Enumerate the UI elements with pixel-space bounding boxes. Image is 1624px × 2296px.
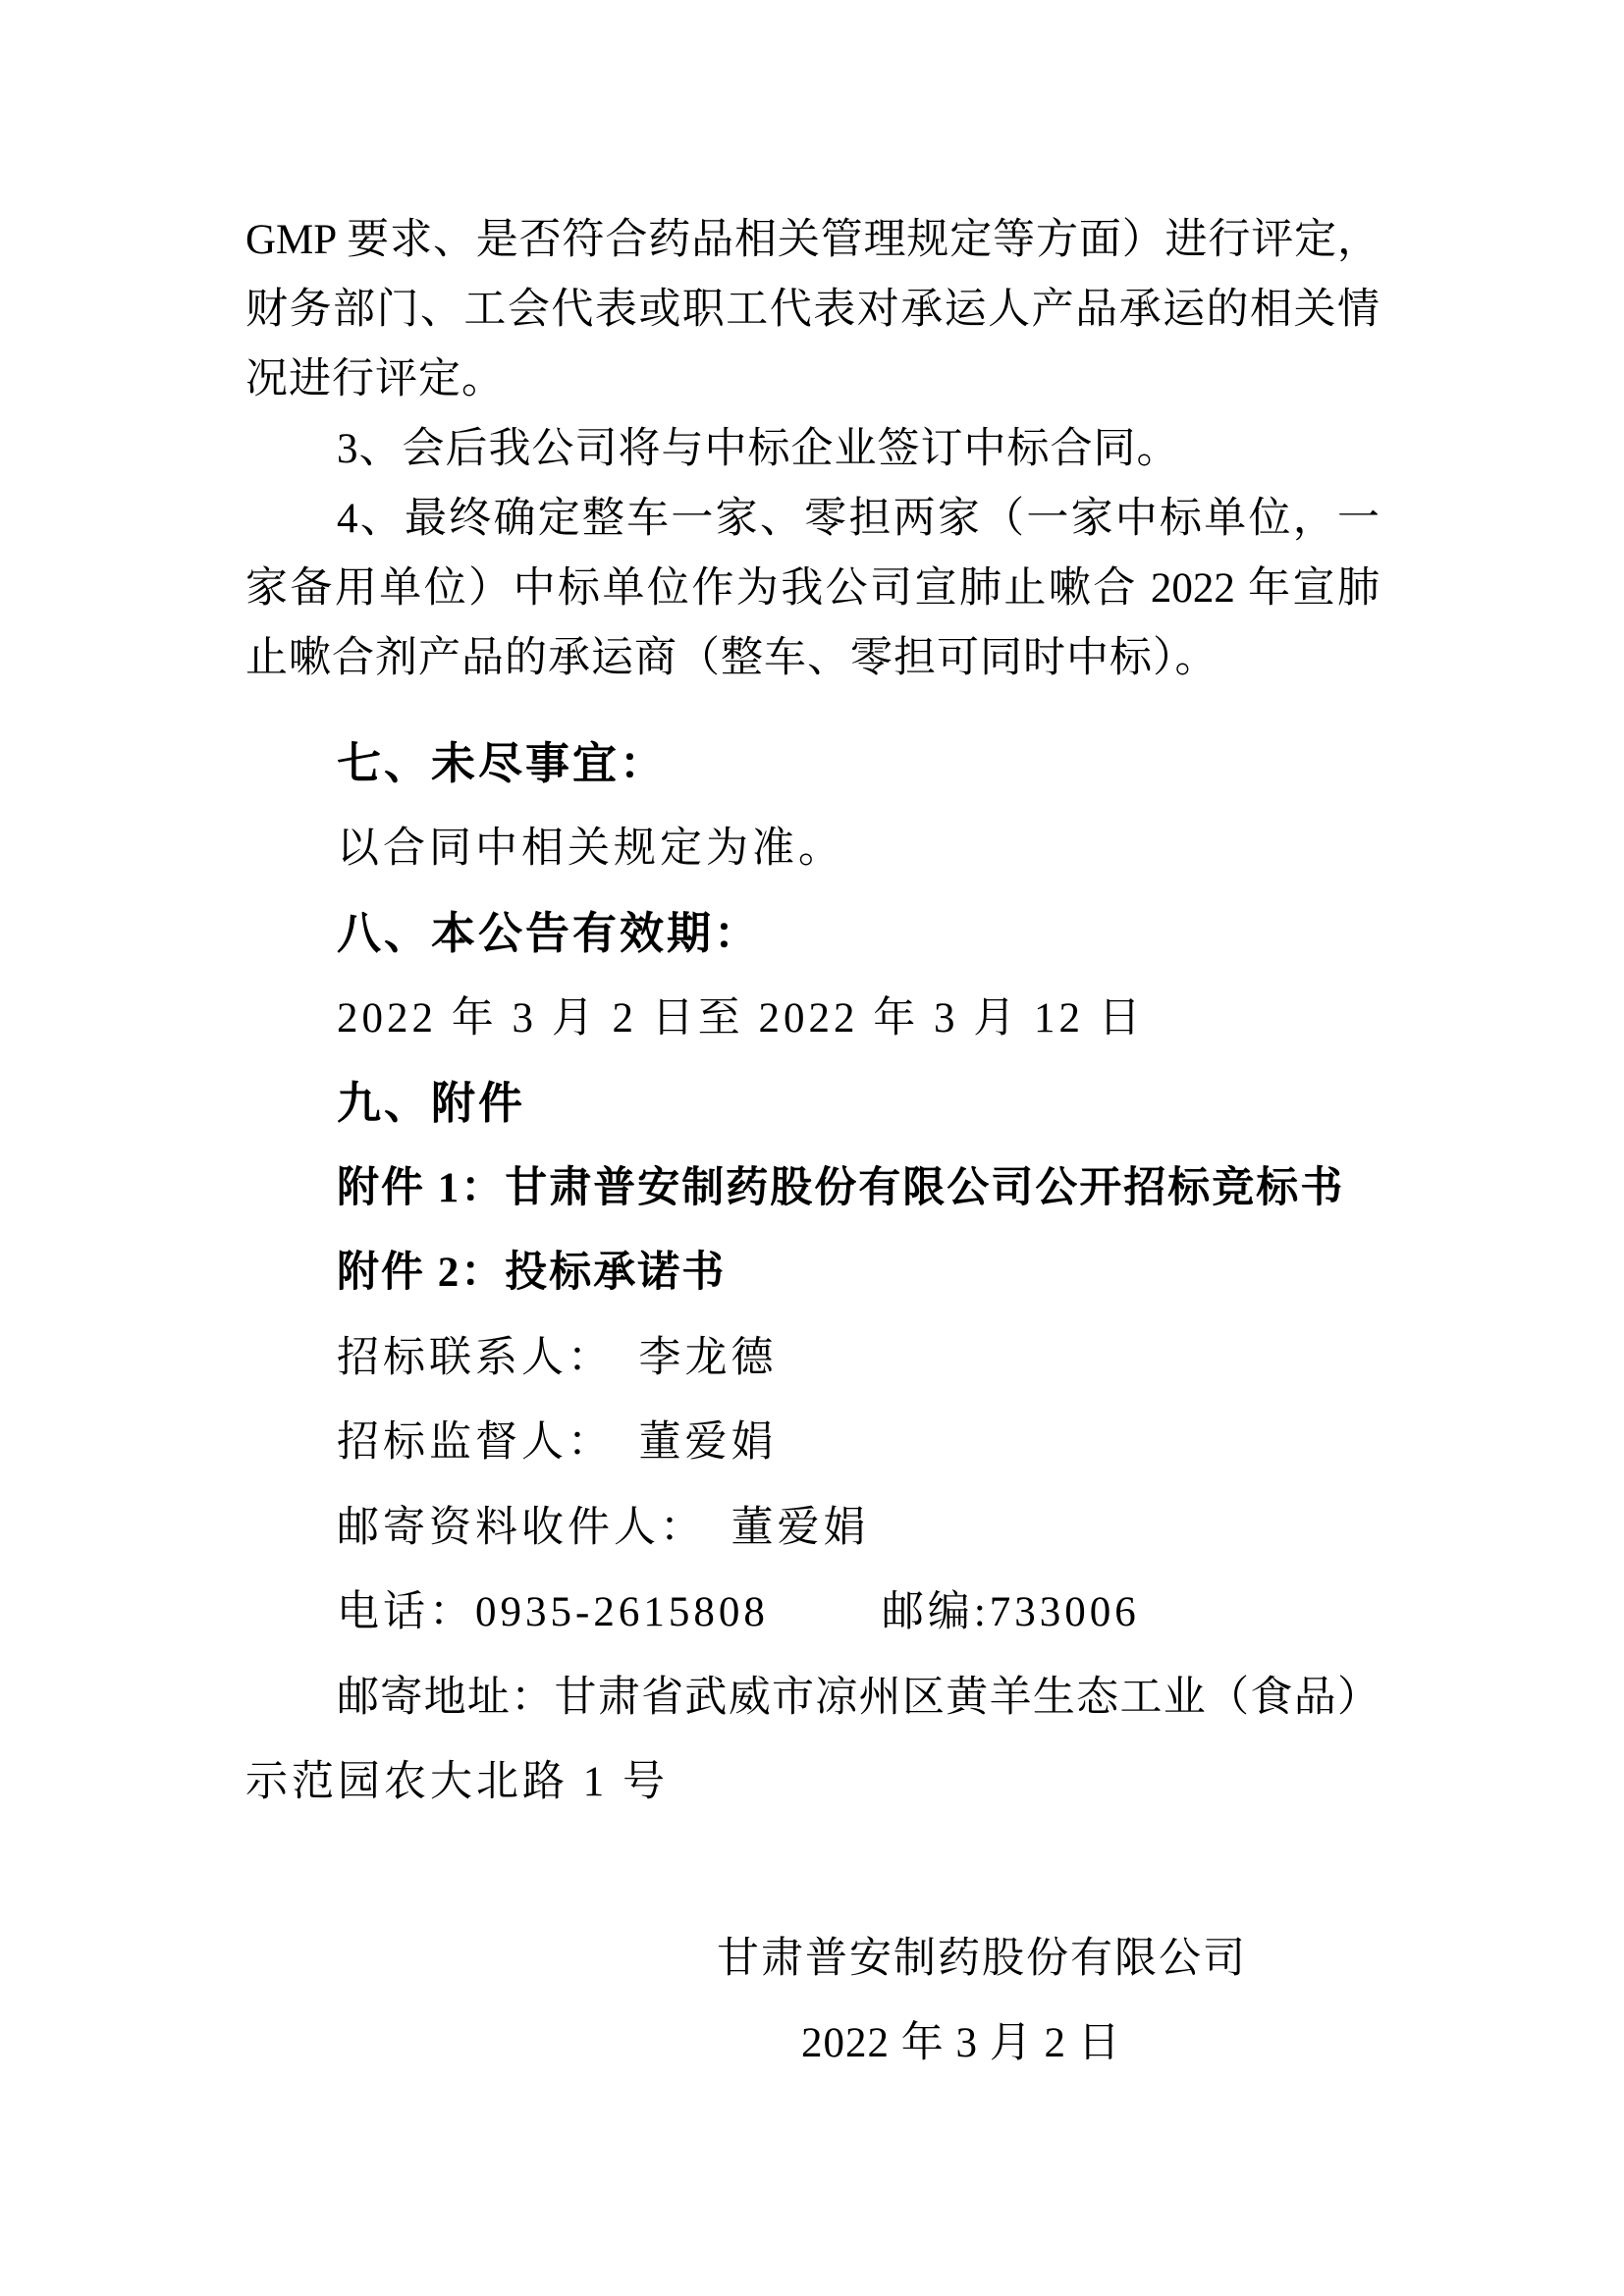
signature-date: 2022 年 3 月 2 日 — [801, 2020, 1121, 2066]
mail-recipient-line: 邮寄资料收件人： 董爱娟 — [337, 1504, 870, 1551]
evaluation-line-departments: 财务部门、工会代表或职工代表对承运人产品承运的相关情 — [245, 287, 1380, 333]
evaluation-line-gmp: GMP 要求、是否符合药品相关管理规定等方面）进行评定， — [245, 217, 1380, 263]
list-item-4-line1: 4、最终确定整车一家、零担两家（一家中标单位，一 — [337, 496, 1380, 542]
mail-address-line-2: 示范园农大北路 1 号 — [245, 1759, 669, 1805]
section-heading-8: 八、本公告有效期： — [337, 908, 762, 958]
list-item-4-line2: 家备用单位）中标单位作为我公司宣肺止嗽合 2022 年宣肺 — [245, 565, 1380, 612]
signature-company: 甘肃普安制药股份有限公司 — [717, 1936, 1247, 1982]
signature-block — [245, 1917, 1380, 2086]
section-7-body: 以合同中相关规定为准。 — [337, 825, 844, 872]
list-item-4-line3: 止嗽合剂产品的承运商（整车、零担可同时中标）。 — [245, 635, 1218, 681]
evaluation-line-end: 况进行评定。 — [245, 356, 505, 402]
phone-number: 电话：0935-2615808 — [337, 1589, 769, 1635]
section-heading-7: 七、未尽事宜： — [337, 738, 668, 788]
attachment-1-line: 附件 1：甘肃普安制药股份有限公司公开招标竞标书 — [337, 1164, 1345, 1211]
list-item-3: 3、会后我公司将与中标企业签订中标合同。 — [337, 426, 1180, 472]
validity-period: 2022 年 3 月 2 日至 2022 年 3 月 12 日 — [337, 994, 1145, 1041]
attachment-2-line: 附件 2：投标承诺书 — [337, 1250, 727, 1296]
sections-block — [245, 721, 1380, 1826]
section-heading-9: 九、附件 — [337, 1078, 526, 1128]
mail-address-line-1: 邮寄地址：甘肃省武威市凉州区黄羊生态工业（食品） — [337, 1674, 1380, 1721]
phone-postal-line — [245, 1571, 1380, 1656]
tender-contact-line: 招标联系人： 李龙德 — [337, 1334, 778, 1381]
postal-code: 邮编:733006 — [881, 1589, 1140, 1635]
tender-supervisor-line: 招标监督人： 董爱娟 — [337, 1419, 778, 1466]
body-paragraphs-block — [245, 205, 1380, 693]
